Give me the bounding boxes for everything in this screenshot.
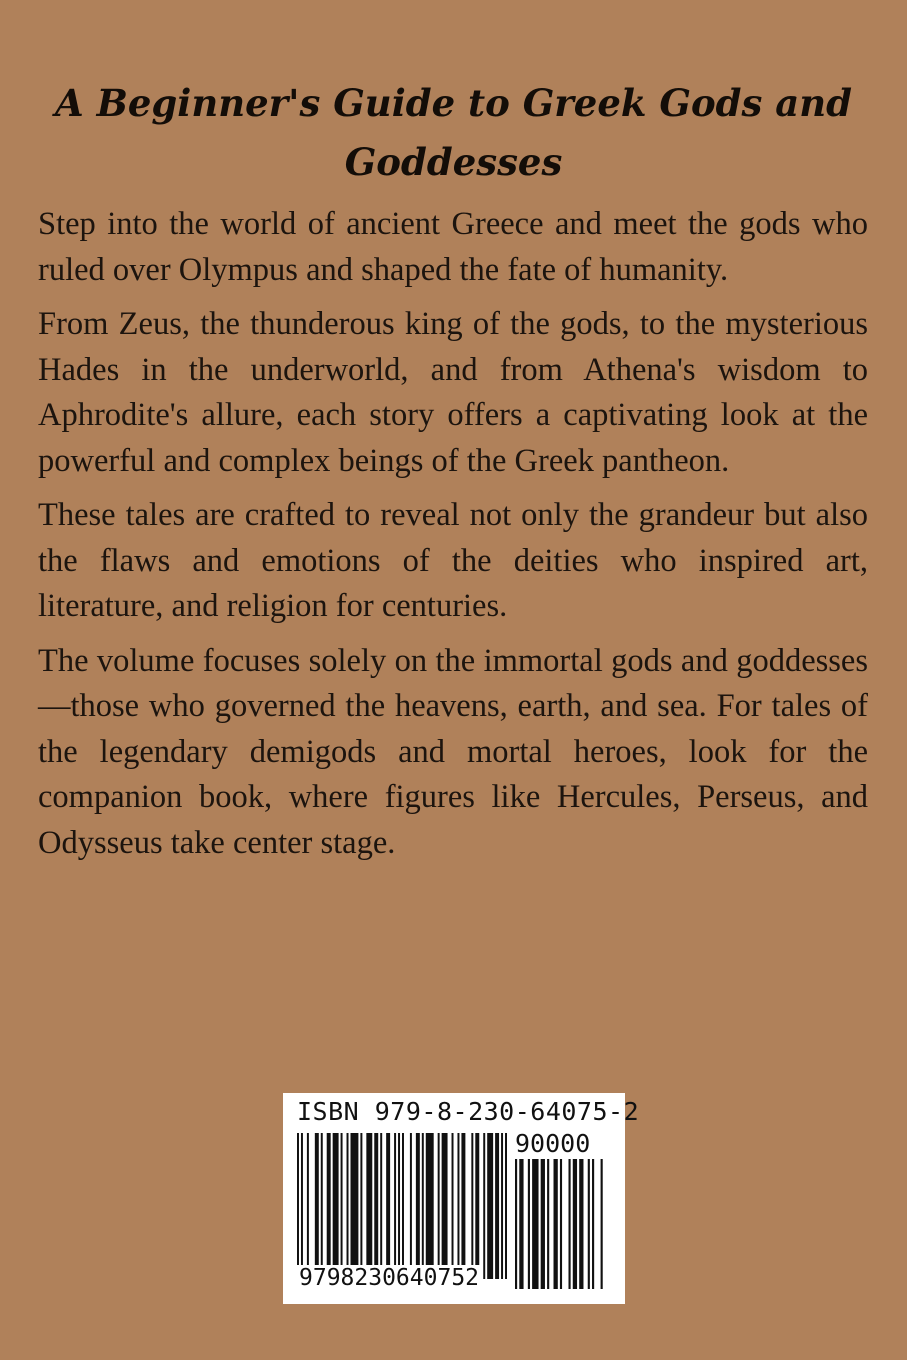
barcode-bar <box>422 1133 424 1279</box>
barcode-bar <box>426 1133 434 1279</box>
barcode-bar <box>560 1159 562 1289</box>
barcode-bar <box>547 1159 549 1289</box>
barcode-bar <box>297 1133 299 1279</box>
barcode-bar <box>573 1159 577 1289</box>
barcode-bar <box>495 1133 499 1279</box>
barcode-bar <box>541 1159 545 1289</box>
barcode-bar <box>588 1159 590 1289</box>
barcode-bar <box>347 1133 349 1279</box>
barcode-bar <box>519 1159 523 1289</box>
barcode-bar <box>438 1133 440 1279</box>
barcode-bar <box>487 1133 493 1279</box>
barcode-bar <box>475 1133 479 1279</box>
barcode-bar <box>461 1133 465 1279</box>
barcode-bar <box>592 1159 594 1289</box>
barcode-bar <box>410 1133 412 1279</box>
barcode-bar <box>301 1133 303 1279</box>
barcode-bar <box>398 1133 400 1279</box>
barcode-bar <box>457 1133 459 1279</box>
blurb-paragraph-4: The volume focuses solely on the immortal gods and goddesses—those who governed the heavens, earth, and sea. For tales of the legendary demigods and mortal heroes, look for the companion book, where figures like Hercules, Perseus, and Odysseus take center stage. <box>38 642 868 861</box>
book-title: A Beginner's Guide to Greek Gods and Goddesses <box>55 81 852 184</box>
blurb-paragraph-1: Step into the world of ancient Greece and meet the gods who ruled over Olympus and shaped the fate of humanity. <box>38 206 868 288</box>
blurb <box>38 202 868 875</box>
barcode-bar <box>483 1133 485 1279</box>
barcode-bar <box>471 1133 473 1279</box>
barcode-bar <box>350 1133 358 1279</box>
barcode-bar <box>380 1133 382 1279</box>
barcode-bar <box>579 1159 583 1289</box>
barcode-bar <box>386 1133 390 1279</box>
barcode-bar <box>402 1133 404 1279</box>
barcode-bar <box>366 1133 372 1279</box>
barcode-bar <box>374 1133 378 1279</box>
isbn-label: ISBN 979-8-230-64075-2 <box>297 1097 640 1126</box>
barcode-bar <box>532 1159 538 1289</box>
barcode-bar <box>315 1133 319 1279</box>
barcode-bar <box>442 1133 448 1279</box>
barcode-bar <box>568 1159 570 1289</box>
barcode-bar <box>341 1133 343 1279</box>
barcode-addon-bars <box>515 1159 607 1289</box>
barcode-bar <box>528 1159 530 1289</box>
barcode-bar <box>360 1133 362 1279</box>
barcode-bar <box>333 1133 339 1279</box>
barcode-bar <box>515 1159 517 1289</box>
price-code: 90000 <box>515 1129 591 1158</box>
isbn-barcode <box>283 1093 640 1304</box>
barcode-digits: 9798230640752 <box>299 1265 480 1291</box>
barcode-bar <box>394 1133 396 1279</box>
barcode-bar <box>327 1133 331 1279</box>
barcode-bar <box>307 1133 309 1279</box>
barcode-bar <box>554 1159 558 1289</box>
barcode-bar <box>416 1133 420 1279</box>
barcode-bar <box>601 1159 603 1289</box>
barcode-bar <box>452 1133 454 1279</box>
barcode-bars <box>297 1133 507 1279</box>
blurb-paragraph-2: From Zeus, the thunderous king of the gods, to the mysterious Hades in the underworld, and from Athena's wisdom to Aphrodite's allure, each story offers a captivating look at the powerful and complex beings of the Greek pantheon. <box>38 306 868 479</box>
barcode-bar <box>321 1133 323 1279</box>
blurb-paragraph-3: These tales are crafted to reveal not only the grandeur but also the flaws and emotions of the deities who inspired art, literature, and religion for centuries. <box>38 497 868 624</box>
barcode-bar <box>505 1133 507 1279</box>
barcode-bar <box>501 1133 503 1279</box>
